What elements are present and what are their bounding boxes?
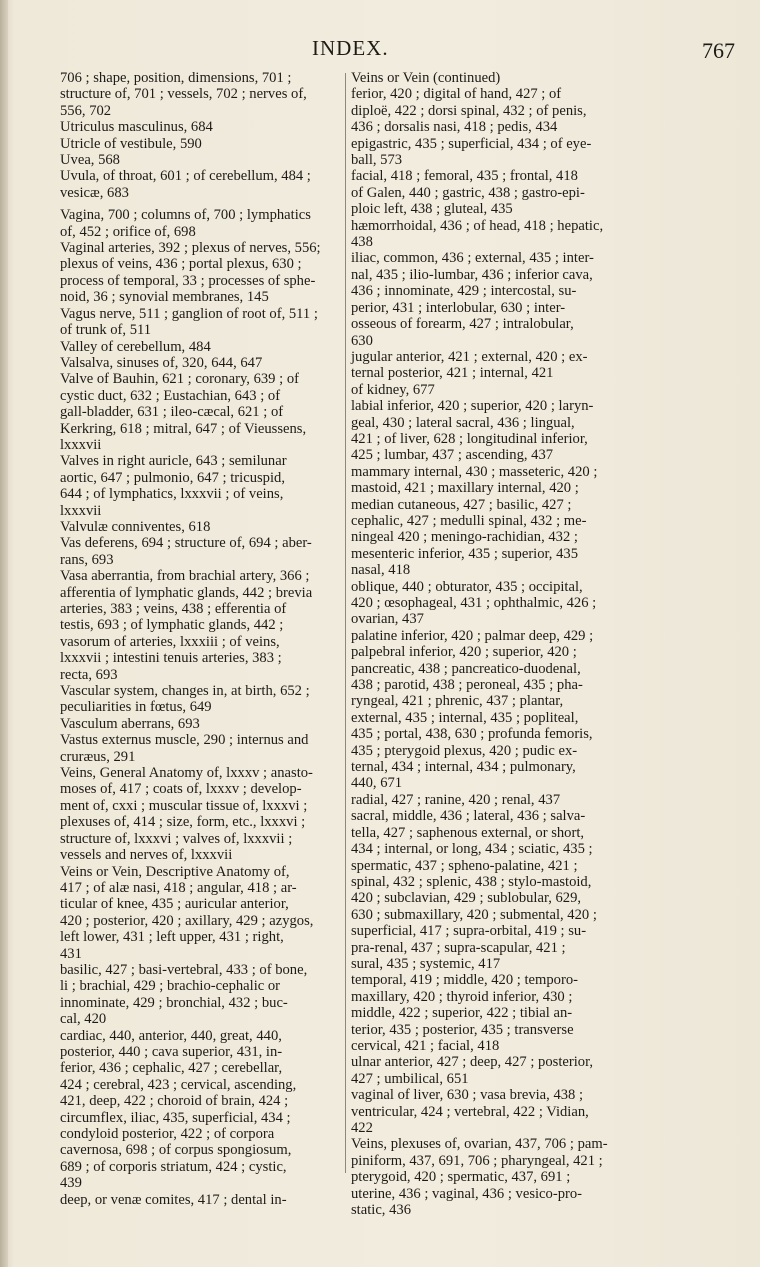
index-line: 630 ; submaxillary, 420 ; submental, 420 ; bbox=[351, 906, 597, 923]
index-line: Vas deferens, 694 ; structure of, 694 ; aber- bbox=[60, 535, 312, 552]
page-number: 767 bbox=[702, 38, 735, 63]
index-line: pterygoid, 420 ; spermatic, 437, 691 ; bbox=[351, 1169, 571, 1186]
index-line: Vascular system, changes in, at birth, 652 ; bbox=[60, 683, 310, 700]
index-line: Vaginal arteries, 392 ; plexus of nerves, 556; bbox=[60, 240, 321, 257]
index-line: mammary internal, 430 ; masseteric, 420 ; bbox=[351, 463, 598, 480]
index-line: Vagina, 700 ; columns of, 700 ; lymphatics bbox=[60, 207, 311, 224]
index-line: palpebral inferior, 420 ; superior, 420 ; bbox=[351, 644, 577, 661]
index-line: sacral, middle, 436 ; lateral, 436 ; salva- bbox=[351, 808, 586, 825]
index-line: Valve of Bauhin, 621 ; coronary, 639 ; of bbox=[60, 371, 299, 388]
page-binding-edge bbox=[0, 0, 8, 1267]
index-line: deep, or venæ comites, 417 ; dental in- bbox=[60, 1191, 287, 1208]
index-line: mastoid, 421 ; maxillary internal, 420 ; bbox=[351, 480, 579, 497]
index-line: nal, 435 ; ilio-lumbar, 436 ; inferior cava, bbox=[351, 266, 593, 283]
index-line: 630 bbox=[351, 332, 373, 349]
index-line: ment of, cxxi ; muscular tissue of, lxxxvi ; bbox=[60, 797, 308, 814]
index-line: ryngeal, 421 ; phrenic, 437 ; plantar, bbox=[351, 693, 564, 710]
index-line: gall-bladder, 631 ; ileo-cæcal, 621 ; of bbox=[60, 404, 284, 421]
index-line: cardiac, 440, anterior, 440, great, 440, bbox=[60, 1027, 282, 1044]
index-line: uterine, 436 ; vaginal, 436 ; vesico-pro- bbox=[351, 1185, 583, 1202]
index-line: structure of, lxxxvi ; valves of, lxxxvii ; bbox=[60, 830, 293, 847]
index-line: aortic, 647 ; pulmonio, 647 ; tricuspid, bbox=[60, 469, 285, 486]
index-line: sural, 435 ; systemic, 417 bbox=[351, 955, 501, 972]
index-line: geal, 430 ; lateral sacral, 436 ; lingual, bbox=[351, 414, 575, 431]
index-line: Valsalva, sinuses of, 320, 644, 647 bbox=[60, 354, 263, 371]
index-line: ternal posterior, 421 ; internal, 421 bbox=[351, 365, 554, 382]
index-line: 644 ; of lymphatics, lxxxvii ; of veins, bbox=[60, 486, 284, 503]
index-line: ulnar anterior, 427 ; deep, 427 ; posterior, bbox=[351, 1054, 593, 1071]
index-line: pancreatic, 438 ; pancreatico-duodenal, bbox=[351, 660, 581, 677]
index-line: spermatic, 437 ; spheno-palatine, 421 ; bbox=[351, 857, 578, 874]
index-line: structure of, 701 ; vessels, 702 ; nerves of, bbox=[60, 86, 307, 103]
index-line: iliac, common, 436 ; external, 435 ; inter- bbox=[351, 250, 594, 267]
right-column bbox=[351, 70, 716, 1218]
index-line: innominate, 429 ; bronchial, 432 ; buc- bbox=[60, 994, 288, 1011]
index-line: Vasa aberrantia, from brachial artery, 366 ; bbox=[60, 568, 310, 585]
index-line: recta, 693 bbox=[60, 666, 118, 683]
index-line: 420 ; posterior, 420 ; axillary, 429 ; azygos, bbox=[60, 912, 314, 929]
index-line: ball, 573 bbox=[351, 152, 403, 169]
index-line: 421, deep, 422 ; choroid of brain, 424 ; bbox=[60, 1093, 289, 1110]
index-line: Uvea, 568 bbox=[60, 152, 120, 169]
index-line: cruræus, 291 bbox=[60, 748, 136, 765]
index-line: cephalic, 427 ; medulli spinal, 432 ; me- bbox=[351, 512, 587, 529]
index-line: 689 ; of corporis striatum, 424 ; cystic, bbox=[60, 1158, 287, 1175]
index-line: diploë, 422 ; dorsi spinal, 432 ; of penis, bbox=[351, 102, 587, 119]
index-line: 434 ; internal, or long, 434 ; sciatic, 435 ; bbox=[351, 841, 593, 858]
index-line: cal, 420 bbox=[60, 1011, 107, 1028]
index-line: process of temporal, 33 ; processes of sphe- bbox=[60, 272, 316, 289]
index-line: 435 ; portal, 438, 630 ; profunda femoris, bbox=[351, 726, 593, 743]
index-line: of kidney, 677 bbox=[351, 381, 435, 398]
index-line: epigastric, 435 ; superficial, 434 ; of eye- bbox=[351, 135, 592, 152]
index-line: ventricular, 424 ; vertebral, 422 ; Vidian, bbox=[351, 1103, 589, 1120]
index-line: left lower, 431 ; left upper, 431 ; right, bbox=[60, 929, 284, 946]
index-line: ternal, 434 ; internal, 434 ; pulmonary, bbox=[351, 759, 576, 776]
index-line: 440, 671 bbox=[351, 775, 403, 792]
index-line: Veins, General Anatomy of, lxxxv ; anasto- bbox=[60, 765, 313, 782]
index-line: Veins or Vein, Descriptive Anatomy of, bbox=[60, 863, 290, 880]
index-line: Vagus nerve, 511 ; ganglion of root of, 511 ; bbox=[60, 305, 318, 322]
index-line: palatine inferior, 420 ; palmar deep, 429 ; bbox=[351, 627, 594, 644]
index-line: vesicæ, 683 bbox=[60, 184, 129, 201]
index-line: 556, 702 bbox=[60, 102, 112, 119]
index-line: lxxxvii bbox=[60, 502, 102, 519]
index-line: Vasculum aberrans, 693 bbox=[60, 715, 200, 732]
index-line: Uvula, of throat, 601 ; of cerebellum, 484 ; bbox=[60, 168, 311, 185]
index-line: radial, 427 ; ranine, 420 ; renal, 437 bbox=[351, 791, 561, 808]
index-line: plexus of veins, 436 ; portal plexus, 630 ; bbox=[60, 256, 302, 273]
index-line: of, 452 ; orifice of, 698 bbox=[60, 223, 196, 240]
index-line: 436 ; innominate, 429 ; intercostal, su- bbox=[351, 283, 577, 300]
index-line: Veins, plexuses of, ovarian, 437, 706 ; pam- bbox=[351, 1136, 608, 1153]
index-line: peculiarities in fœtus, 649 bbox=[60, 699, 212, 716]
index-line: 438 bbox=[351, 234, 373, 251]
index-line: oblique, 440 ; obturator, 435 ; occipital, bbox=[351, 578, 583, 595]
index-line: external, 435 ; internal, 435 ; popliteal, bbox=[351, 709, 579, 726]
index-line: Valves in right auricle, 643 ; semilunar bbox=[60, 453, 287, 470]
index-line: spinal, 432 ; splenic, 438 ; stylo-mastoid, bbox=[351, 873, 592, 890]
index-line: arteries, 383 ; veins, 438 ; efferentia of bbox=[60, 601, 287, 617]
index-line: 420 ; œsophageal, 431 ; ophthalmic, 426 ; bbox=[351, 595, 597, 611]
index-line: moses of, 417 ; coats of, lxxxv ; develop- bbox=[60, 781, 302, 798]
index-line: osseous of forearm, 427 ; intralobular, bbox=[351, 316, 574, 333]
index-line: ningeal 420 ; meningo-rachidian, 432 ; bbox=[351, 529, 578, 546]
index-line: 420 ; subclavian, 429 ; sublobular, 629, bbox=[351, 890, 582, 907]
index-line: ploic left, 438 ; gluteal, 435 bbox=[351, 201, 513, 218]
index-line: lxxxvii bbox=[60, 436, 102, 453]
index-line: middle, 422 ; superior, 422 ; tibial an- bbox=[351, 1005, 573, 1022]
index-line: Utricle of vestibule, 590 bbox=[60, 135, 202, 152]
index-line: 438 ; parotid, 438 ; peroneal, 435 ; pha- bbox=[351, 677, 583, 694]
index-line: ovarian, 437 bbox=[351, 611, 424, 628]
left-column bbox=[60, 70, 343, 1208]
index-line: 431 bbox=[60, 945, 82, 962]
index-line: noid, 36 ; synovial membranes, 145 bbox=[60, 289, 269, 306]
page-title: INDEX. bbox=[312, 36, 389, 60]
index-line: vessels and nerves of, lxxxvii bbox=[60, 847, 233, 864]
index-line: vasorum of arteries, lxxxiii ; of veins, bbox=[60, 633, 280, 650]
index-line: cavernosa, 698 ; of corpus spongiosum, bbox=[60, 1142, 292, 1159]
index-line: maxillary, 420 ; thyroid inferior, 430 ; bbox=[351, 988, 573, 1005]
index-line: tella, 427 ; saphenous external, or short, bbox=[351, 824, 585, 841]
index-line: Veins or Vein (continued) bbox=[351, 70, 501, 86]
index-line: li ; brachial, 429 ; brachio-cephalic or bbox=[60, 978, 281, 995]
index-line: 424 ; cerebral, 423 ; cervical, ascending, bbox=[60, 1076, 297, 1093]
index-line: temporal, 419 ; middle, 420 ; temporo- bbox=[351, 972, 578, 989]
index-line: Kerkring, 618 ; mitral, 647 ; of Vieussens, bbox=[60, 420, 307, 437]
index-line: hæmorrhoidal, 436 ; of head, 418 ; hepatic, bbox=[351, 217, 604, 234]
index-line: of Galen, 440 ; gastric, 438 ; gastro-epi- bbox=[351, 184, 585, 201]
index-line: 422 bbox=[351, 1120, 373, 1136]
index-line: afferentia of lymphatic glands, 442 ; brevia bbox=[60, 584, 313, 601]
index-line: facial, 418 ; femoral, 435 ; frontal, 418 bbox=[351, 168, 578, 185]
index-line: rans, 693 bbox=[60, 551, 114, 568]
index-line: mesenteric inferior, 435 ; superior, 435 bbox=[351, 545, 578, 562]
index-line: perior, 431 ; interlobular, 630 ; inter- bbox=[351, 299, 566, 316]
index-line: ferior, 420 ; digital of hand, 427 ; of bbox=[351, 86, 562, 103]
index-line: 435 ; pterygoid plexus, 420 ; pudic ex- bbox=[351, 742, 578, 759]
index-line: ticular of knee, 435 ; auricular anterior, bbox=[60, 896, 289, 913]
index-line: basilic, 427 ; basi-vertebral, 433 ; of bone, bbox=[60, 961, 308, 978]
index-line: 427 ; umbilical, 651 bbox=[351, 1070, 469, 1087]
index-line: ferior, 436 ; cephalic, 427 ; cerebellar, bbox=[60, 1060, 283, 1077]
index-line: Valley of cerebellum, 484 bbox=[60, 338, 211, 355]
index-line: superficial, 417 ; supra-orbital, 419 ; su- bbox=[351, 923, 587, 940]
index-line: jugular anterior, 421 ; external, 420 ; ex- bbox=[351, 348, 588, 365]
index-line: testis, 693 ; of lymphatic glands, 442 ; bbox=[60, 617, 284, 634]
index-line: labial inferior, 420 ; superior, 420 ; laryn- bbox=[351, 398, 594, 415]
index-line: 439 bbox=[60, 1175, 82, 1192]
index-line: 706 ; shape, position, dimensions, 701 ; bbox=[60, 70, 292, 86]
index-line: posterior, 440 ; cava superior, 431, in- bbox=[60, 1043, 283, 1060]
index-line: circumflex, iliac, 435, superficial, 434 ; bbox=[60, 1109, 291, 1126]
index-line: static, 436 bbox=[351, 1202, 411, 1219]
index-line: 425 ; lumbar, 437 ; ascending, 437 bbox=[351, 447, 554, 464]
index-line: condyloid posterior, 422 ; of corpora bbox=[60, 1126, 275, 1142]
index-line: pra-renal, 437 ; supra-scapular, 421 ; bbox=[351, 939, 566, 956]
index-line: 421 ; of liver, 628 ; longitudinal inferior, bbox=[351, 430, 588, 447]
index-line: plexuses of, 414 ; size, form, etc., lxxxvi ; bbox=[60, 814, 306, 831]
index-line: Utriculus masculinus, 684 bbox=[60, 119, 213, 136]
index-line: terior, 435 ; posterior, 435 ; transverse bbox=[351, 1021, 574, 1038]
index-line: Valvulæ conniventes, 618 bbox=[60, 518, 211, 535]
index-line: 436 ; dorsalis nasi, 418 ; pedis, 434 bbox=[351, 119, 558, 136]
index-line: median cutaneous, 427 ; basilic, 427 ; bbox=[351, 496, 572, 513]
index-line: lxxxvii ; intestini tenuis arteries, 383 ; bbox=[60, 650, 282, 667]
column-divider bbox=[345, 73, 346, 1173]
index-line: piniform, 437, 691, 706 ; pharyngeal, 421 ; bbox=[351, 1152, 603, 1169]
index-line: vaginal of liver, 630 ; vasa brevia, 438 ; bbox=[351, 1087, 584, 1104]
index-line: Vastus externus muscle, 290 ; internus and bbox=[60, 732, 309, 749]
index-line: nasal, 418 bbox=[351, 562, 411, 579]
index-line: cystic duct, 632 ; Eustachian, 643 ; of bbox=[60, 387, 281, 404]
index-line: of trunk of, 511 bbox=[60, 322, 152, 339]
index-line: 417 ; of alæ nasi, 418 ; angular, 418 ; ar- bbox=[60, 879, 297, 896]
page-header bbox=[0, 36, 760, 66]
index-line: cervical, 421 ; facial, 418 bbox=[351, 1037, 500, 1054]
